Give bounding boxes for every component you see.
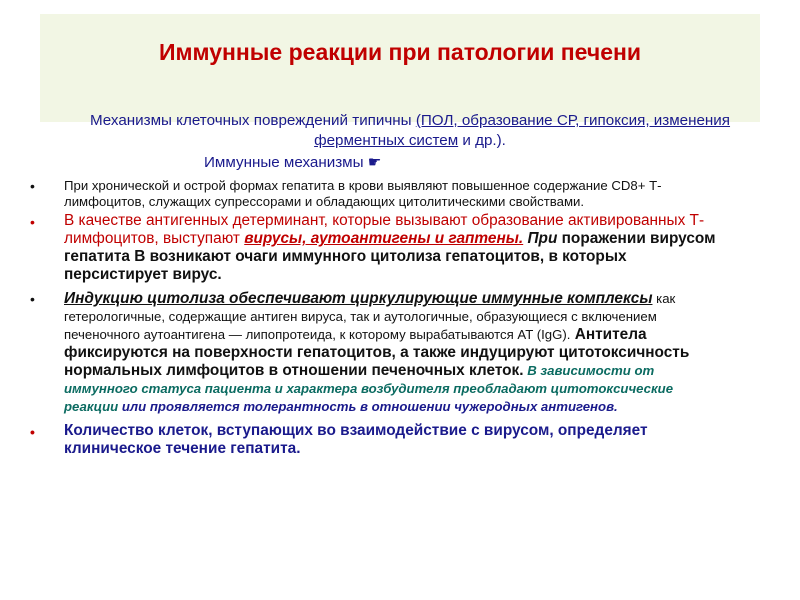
list-item (30, 178, 730, 209)
bullet-icon: • (30, 214, 35, 231)
bullet-note-end: или проявляется толерантность в отношении чужеродных антигенов. (118, 399, 618, 415)
bullet-list (30, 178, 730, 458)
bullet-icon: • (30, 424, 35, 441)
subtitle-mechanisms: (ПОЛ, образование СР, гипоксия, изменения ферментных систем (314, 112, 731, 149)
bullet-text: как гетерологичные, содержащие антиген вируса, так и аутологичные, образующиеся с включением печеночного аутоантигена — липопротеида, к которому вырабатываются AT (IgG). (64, 291, 676, 343)
bullet-icon: • (30, 178, 35, 194)
bullet-text: При хронической и острой формах гепатита в крови выявляют повышенное содержание CD8+ Т-лимфоцитов, служащих супрессорами и обладающих цитолитическими свойствами. (64, 178, 662, 209)
pointing-hand-icon: ☛ (367, 154, 382, 171)
subtitle-text: Механизмы клеточных повреждений типичны (89, 112, 416, 129)
bullet-emphasis: Индукцию цитолиза обеспечивают циркулирующие иммунные комплексы (64, 290, 653, 308)
subtitle (70, 111, 750, 151)
immune-heading-text: Иммунные механизмы (204, 154, 364, 171)
bullet-text: Количество клеток, вступающих во взаимодействие с вирусом, определяет клиническое течение гепатита. (64, 422, 648, 458)
subtitle-end: и др.). (458, 132, 506, 149)
title-panel (40, 14, 760, 122)
bullet-icon: • (30, 291, 35, 308)
list-item (30, 422, 730, 458)
bullet-text-bold: Антитела фиксируются на поверхности гепатоцитов, а также индуцируют цитотоксичность нормальных лимфоцитов в отношении печеночных клеток. (64, 326, 690, 380)
list-item (30, 212, 730, 284)
list-item (30, 290, 730, 416)
bullet-note: В зависимости от иммунного статуса пациента и характера возбудителя преобладают цитотоксические реакции (64, 363, 674, 415)
page-title: Иммунные реакции при патологии печени (158, 39, 642, 65)
bullet-emphasis: вирусы, аутоантигены и гаптены. (244, 230, 524, 248)
bullet-text: В качестве антигенных детерминант, которые вызывают образование активированных Т-лимфоцитов, выступают (64, 212, 705, 248)
bullet-emphasis-pri: При (523, 230, 558, 248)
bullet-text-rest: поражении вирусом гепатита В возникают очаги иммунного цитолиза гепатоцитов, в которых персистирует вирус. (64, 230, 716, 284)
immune-heading (204, 153, 381, 173)
